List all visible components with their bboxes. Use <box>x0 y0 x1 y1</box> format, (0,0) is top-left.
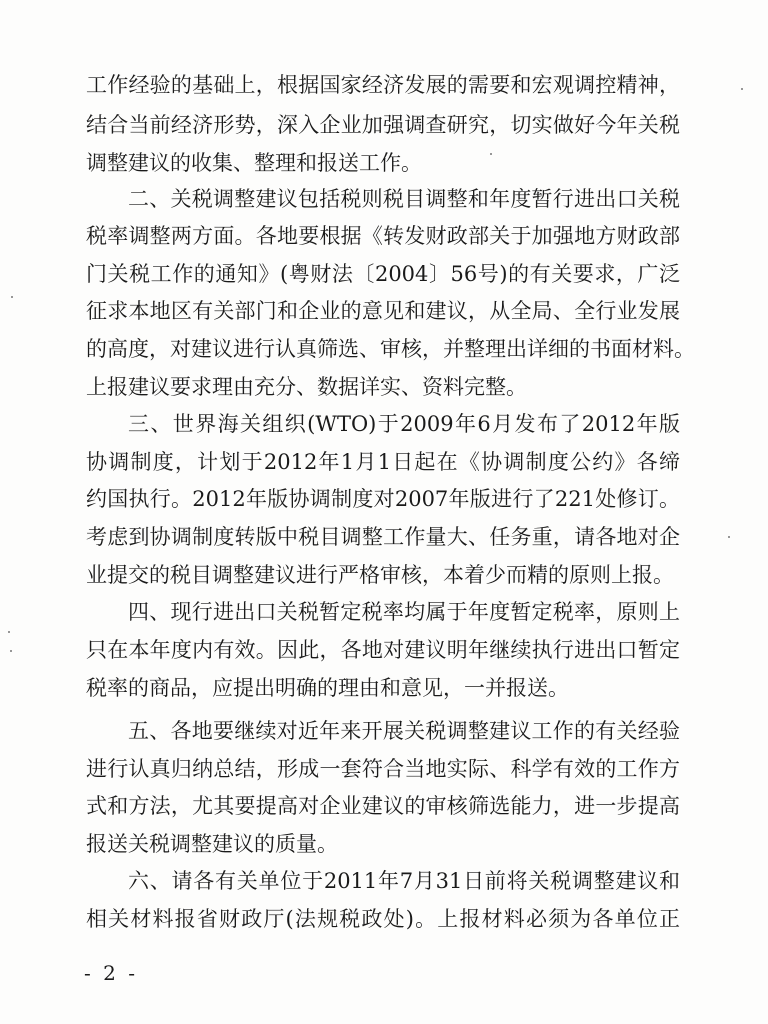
page-number: - 2 - <box>84 961 138 985</box>
text-line-3: 调整建议的收集、整理和报送工作。 <box>86 151 422 175</box>
scan-speck <box>728 536 730 538</box>
text-line-17: 税率的商品，应提出明确的理由和意见，一并报送。 <box>86 676 569 700</box>
text-line-18: 五、各地要继续对近年来开展关税调整建议工作的有关经验 <box>128 719 680 743</box>
scan-speck <box>11 296 13 298</box>
text-line-12: 约国执行。2012年版协调制度对2007年版进行了221处修订。 <box>86 487 680 511</box>
text-line-16: 只在本年度内有效。因此，各地对建议明年继续执行进出口暂定 <box>86 638 680 662</box>
scan-speck <box>490 153 492 155</box>
text-line-2: 结合当前经济形势，深入企业加强调查研究，切实做好今年关税 <box>86 113 680 137</box>
scan-speck <box>10 650 12 652</box>
text-line-14: 业提交的税目调整建议进行严格审核，本着少而精的原则上报。 <box>86 563 674 587</box>
scan-speck <box>8 631 10 633</box>
text-line-23: 相关材料报省财政厅(法规税政处)。上报材料必须为各单位正 <box>86 907 680 931</box>
scan-speck <box>741 88 743 90</box>
text-line-4: 二、关税调整建议包括税则税目调整和年度暂行进出口关税 <box>128 187 680 211</box>
text-line-11: 协调制度，计划于2012年1月1日起在《协调制度公约》各缔 <box>86 450 680 474</box>
text-line-8: 的高度，对建议进行认真筛选、审核，并整理出详细的书面材料。 <box>86 337 695 361</box>
text-line-21: 报送关税调整建议的质量。 <box>86 832 338 856</box>
text-line-5: 税率调整两方面。各地要根据《转发财政部关于加强地方财政部 <box>86 224 680 248</box>
text-line-7: 征求本地区有关部门和企业的意见和建议，从全局、全行业发展 <box>86 299 680 323</box>
text-line-20: 式和方法，尤其要提高对企业建议的审核筛选能力，进一步提高 <box>86 794 680 818</box>
text-line-15: 四、现行进出口关税暂定税率均属于年度暂定税率，原则上 <box>128 600 680 624</box>
text-line-19: 进行认真归纳总结，形成一套符合当地实际、科学有效的工作方 <box>86 757 680 781</box>
text-line-6: 门关税工作的通知》(粤财法〔2004〕56号)的有关要求，广泛 <box>86 262 680 286</box>
text-line-22: 六、请各有关单位于2011年7月31日前将关税调整建议和 <box>128 869 680 893</box>
text-line-10: 三、世界海关组织(WTO)于2009年6月发布了2012年版 <box>128 412 680 436</box>
text-line-13: 考虑到协调制度转版中税目调整工作量大、任务重，请各地对企 <box>86 525 680 549</box>
text-line-1: 工作经验的基础上，根据国家经济发展的需要和宏观调控精神， <box>86 73 680 97</box>
text-line-9: 上报建议要求理由充分、数据详实、资料完整。 <box>86 375 527 399</box>
